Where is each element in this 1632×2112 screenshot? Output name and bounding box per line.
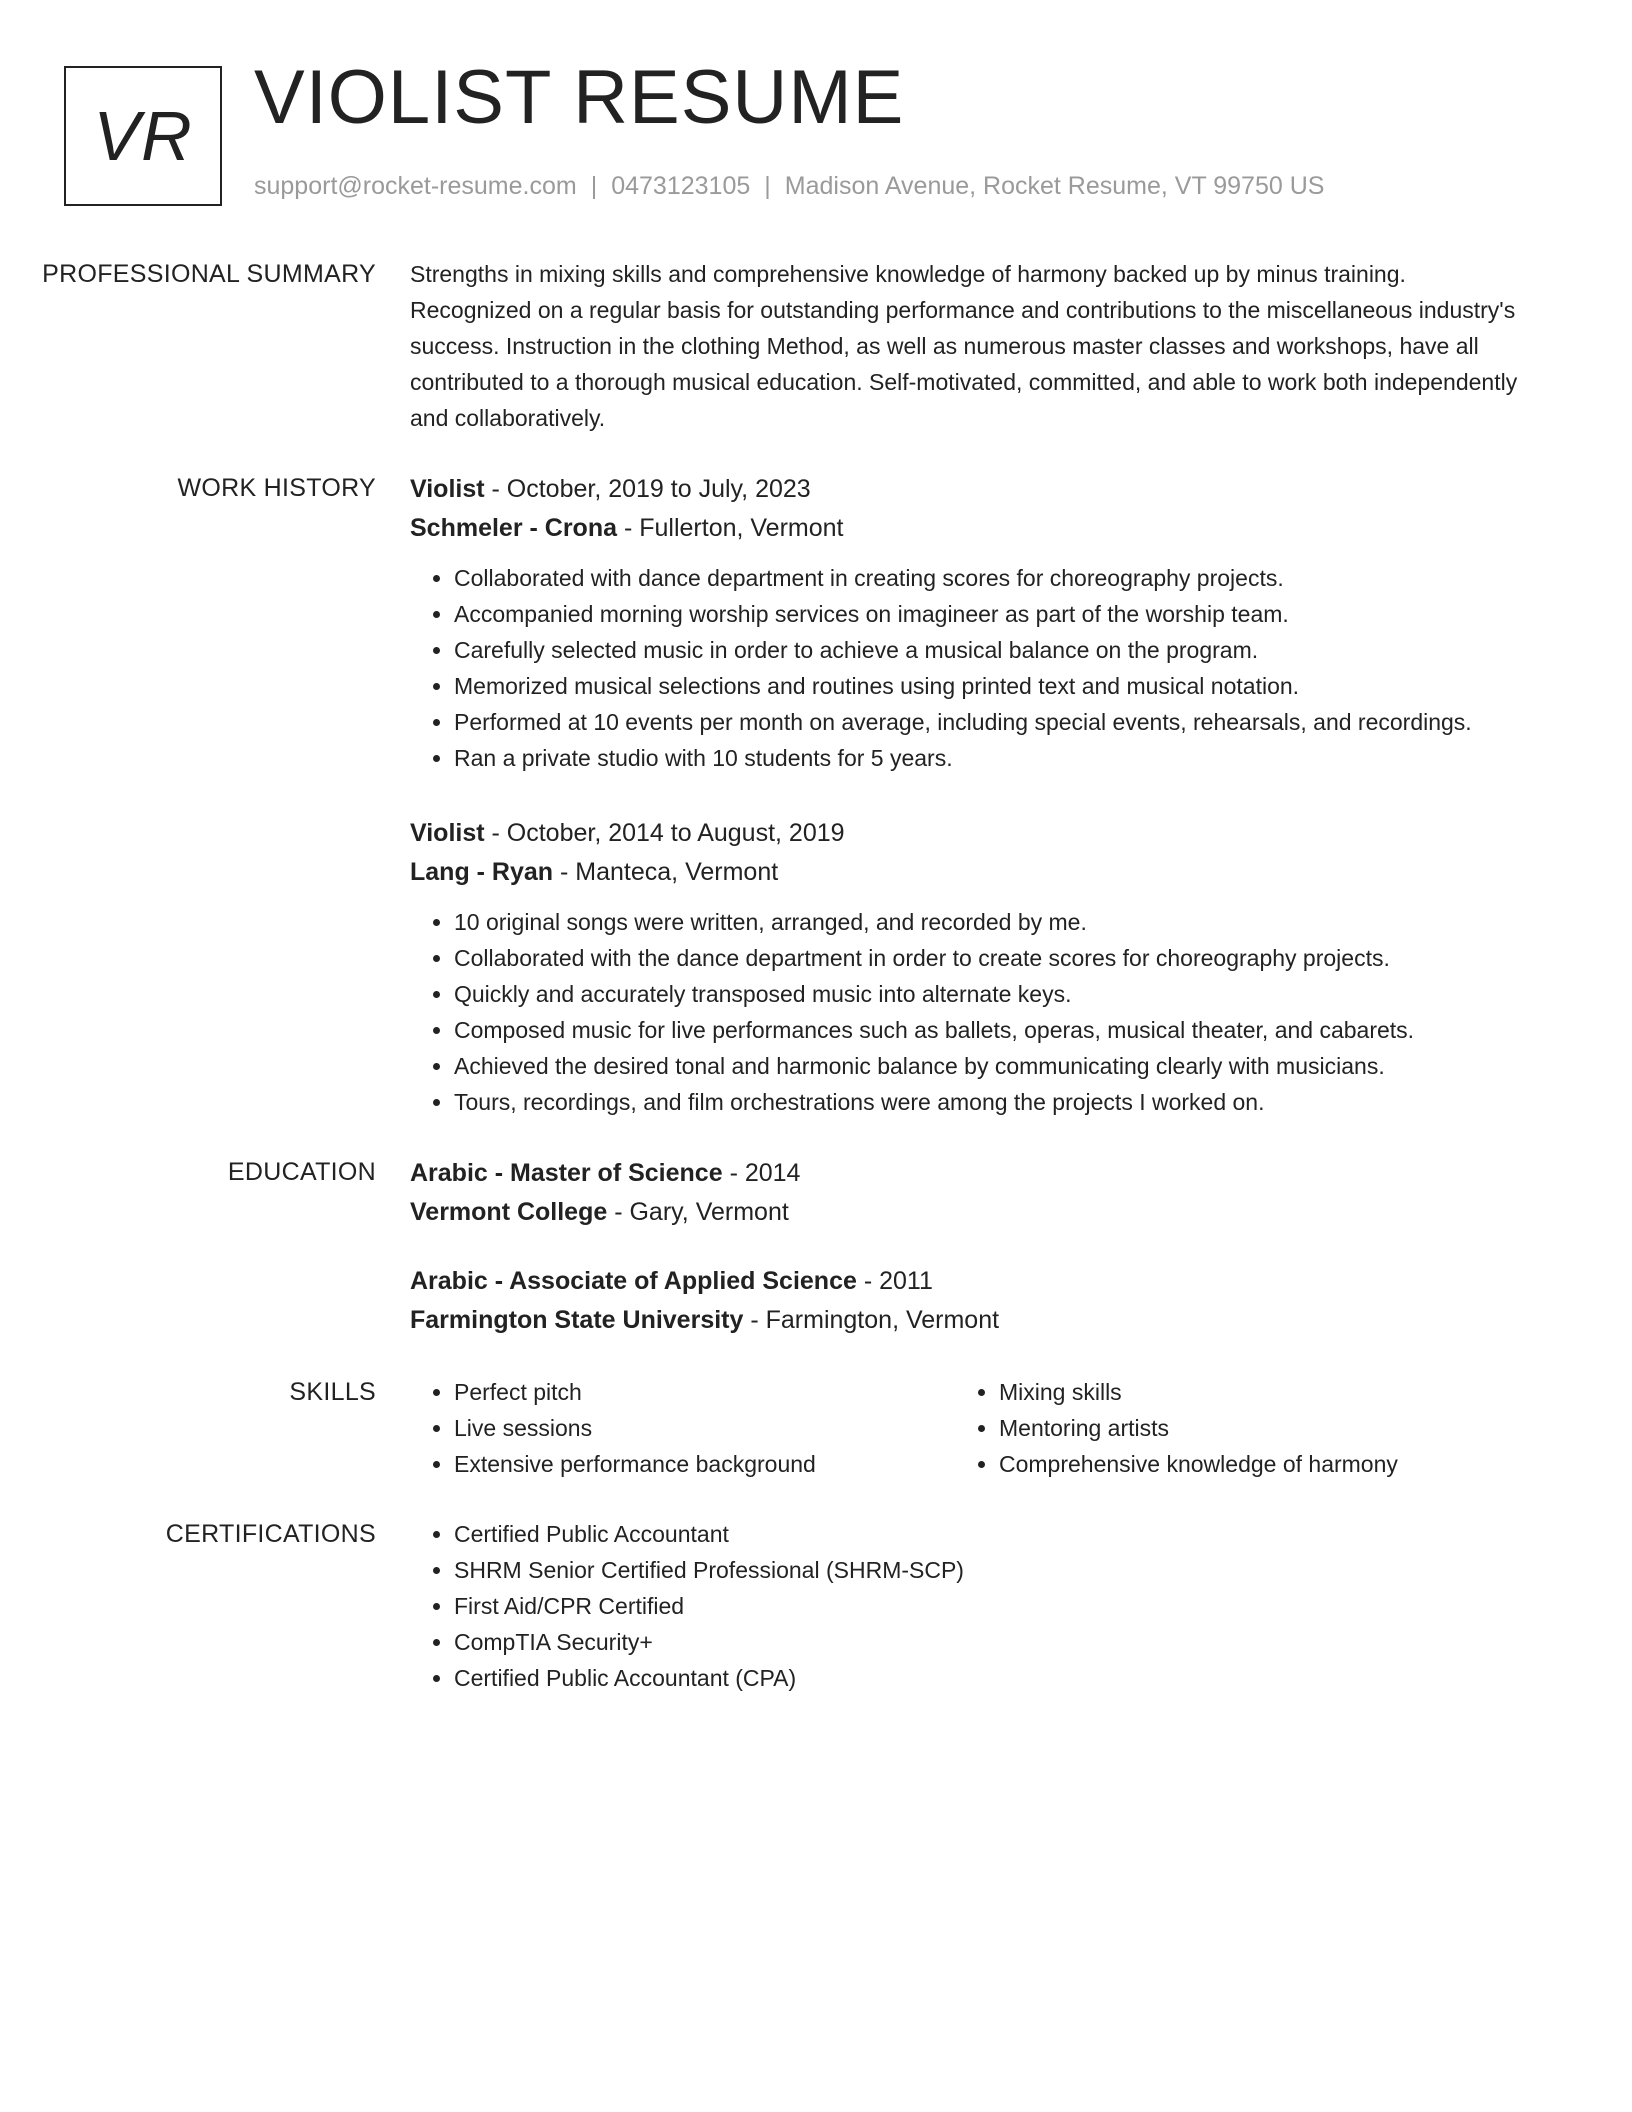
skills-column-right — [955, 1374, 1500, 1482]
job-company: Lang - Ryan — [410, 858, 554, 886]
job-bullets — [410, 904, 1530, 1120]
job-bullet: • Ran a private studio with 10 students for 5 years. — [454, 740, 1530, 776]
job-entry — [410, 470, 1530, 776]
education-school: Farmington State University — [410, 1306, 744, 1334]
certification-item: • Certified Public Accountant — [454, 1516, 1530, 1552]
certification-item: • Certified Public Accountant (CPA) — [454, 1660, 1530, 1696]
job-company: Schmeler - Crona — [410, 514, 618, 542]
job-title-line — [410, 814, 1530, 853]
resume-sections — [0, 256, 1632, 1730]
contact-separator: | — [764, 172, 771, 200]
job-entry — [410, 814, 1530, 1120]
job-bullet: • Collaborated with the dance department in order to create scores for choreography projects. — [454, 940, 1530, 976]
skill-item: • Mentoring artists — [999, 1410, 1500, 1446]
job-bullet: • Collaborated with dance department in creating scores for choreography projects. — [454, 560, 1530, 596]
skills-column-left — [410, 1374, 955, 1482]
education-degree-line — [410, 1262, 1530, 1301]
contact-line — [254, 172, 1324, 201]
job-dates: - October, 2014 to August, 2019 — [484, 819, 845, 847]
section-label: EDUCATION — [227, 1158, 376, 1186]
section-certifications — [0, 1516, 1632, 1696]
education-entry — [410, 1262, 1530, 1340]
education-entry — [410, 1154, 1530, 1232]
education-location: - Farmington, Vermont — [743, 1306, 1000, 1334]
education-year: - 2011 — [856, 1267, 933, 1295]
job-bullet: • Composed music for live performances such as ballets, operas, musical theater, and cabarets. — [454, 1012, 1530, 1048]
section-label: CERTIFICATIONS — [165, 1520, 376, 1548]
certification-item: • SHRM Senior Certified Professional (SHRM-SCP) — [454, 1552, 1530, 1588]
section-body — [410, 470, 1530, 1120]
skill-item: • Perfect pitch — [454, 1374, 955, 1410]
job-location: - Fullerton, Vermont — [617, 514, 844, 542]
education-degree: Arabic - Associate of Applied Science — [410, 1267, 857, 1295]
job-bullet: • Memorized musical selections and routines using printed text and musical notation. — [454, 668, 1530, 704]
education-location: - Gary, Vermont — [607, 1198, 789, 1226]
contact-email[interactable]: support@rocket-resume.com — [254, 172, 577, 200]
education-year: - 2014 — [722, 1159, 801, 1187]
job-bullet: • Quickly and accurately transposed music into alternate keys. — [454, 976, 1530, 1012]
job-bullet: • Performed at 10 events per month on average, including special events, rehearsals, and recordings. — [454, 704, 1530, 740]
education-degree-line — [410, 1154, 1530, 1193]
job-bullet: • Achieved the desired tonal and harmonic balance by communicating clearly with musicians. — [454, 1048, 1530, 1084]
certifications-list — [410, 1516, 1530, 1696]
job-bullet: • Tours, recordings, and film orchestrations were among the projects I worked on. — [454, 1084, 1530, 1120]
job-bullet: • Carefully selected music in order to achieve a musical balance on the program. — [454, 632, 1530, 668]
job-dates: - October, 2019 to July, 2023 — [484, 475, 811, 503]
job-company-line — [410, 853, 1530, 892]
section-skills — [0, 1374, 1632, 1482]
contact-separator: | — [590, 172, 598, 200]
skill-item: • Live sessions — [454, 1410, 955, 1446]
education-school-line — [410, 1301, 1530, 1340]
job-location: - Manteca, Vermont — [553, 858, 779, 886]
job-title-line — [410, 470, 1530, 509]
section-body — [410, 256, 1530, 436]
section-work-history — [0, 470, 1632, 1120]
contact-address: Madison Avenue, Rocket Resume, VT 99750 US — [784, 172, 1325, 200]
resume-title: VIOLIST RESUME — [254, 55, 905, 140]
education-school-line — [410, 1193, 1530, 1232]
job-bullets — [410, 560, 1530, 776]
job-title: Violist — [410, 819, 485, 847]
certification-item: • CompTIA Security+ — [454, 1624, 1530, 1660]
section-professional-summary — [0, 256, 1632, 436]
job-title: Violist — [410, 475, 485, 503]
skill-item: • Extensive performance background — [454, 1446, 955, 1482]
section-label: PROFESSIONAL SUMMARY — [42, 260, 376, 288]
section-label: WORK HISTORY — [177, 474, 376, 502]
job-company-line — [410, 509, 1530, 548]
section-education — [0, 1154, 1632, 1340]
job-bullet: • Accompanied morning worship services on imagineer as part of the worship team. — [454, 596, 1530, 632]
job-bullet: • 10 original songs were written, arranged, and recorded by me. — [454, 904, 1530, 940]
education-school: Vermont College — [410, 1198, 608, 1226]
contact-phone[interactable]: 0473123105 — [611, 172, 751, 200]
education-degree: Arabic - Master of Science — [410, 1159, 723, 1187]
section-body — [410, 1516, 1530, 1696]
certification-item: • First Aid/CPR Certified — [454, 1588, 1530, 1624]
monogram-box — [64, 66, 222, 206]
skill-item: • Mixing skills — [999, 1374, 1500, 1410]
monogram-initials: VR — [93, 97, 193, 175]
skill-item: • Comprehensive knowledge of harmony — [999, 1446, 1500, 1482]
section-label: SKILLS — [289, 1378, 376, 1406]
summary-text: Strengths in mixing skills and comprehensive knowledge of harmony backed up by minus training. Recognized on a regular basis for outstanding performance and contributions to the miscellaneous industry's success. Instruction in the clothing Method, as well as numerous master classes and workshops, have all contributed to a thorough musical education. Self-motivated, committed, and able to work both independently and collaboratively. — [410, 261, 1518, 431]
section-body — [410, 1154, 1530, 1340]
skills-grid — [410, 1374, 1530, 1482]
